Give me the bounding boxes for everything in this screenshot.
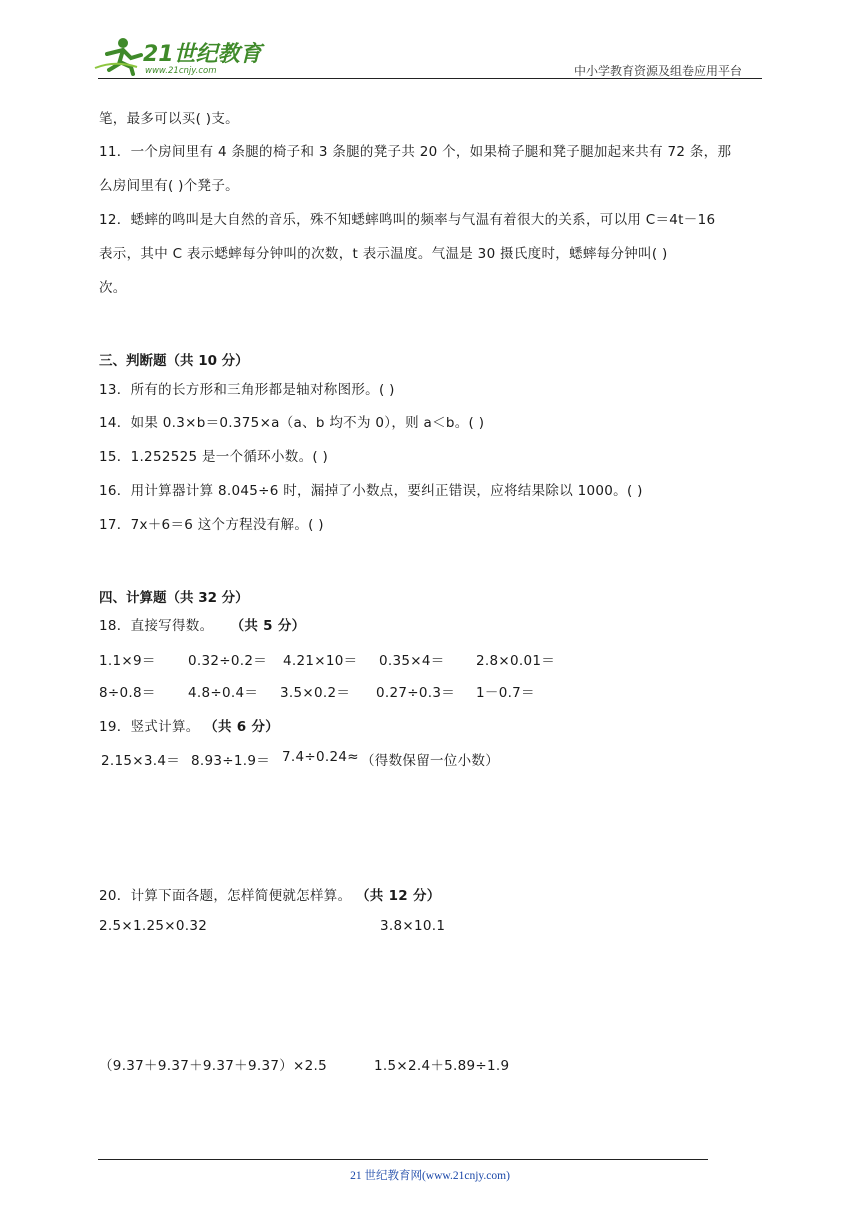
q18-row1-item3: 4.21×10＝: [283, 653, 358, 669]
q20: [99, 884, 441, 904]
q20-item4: 1.5×2.4＋5.89÷1.9: [374, 1058, 510, 1074]
q12-line3: 次。: [99, 280, 127, 296]
runner-logo-icon: [93, 34, 268, 76]
q18-row1-item2: 0.32÷0.2＝: [188, 653, 268, 669]
footer-link[interactable]: 21 世纪教育网(www.21cnjy.com): [350, 1170, 510, 1182]
q19-item4: （得数保留一位小数）: [361, 753, 499, 769]
q18-row1-item4: 0.35×4＝: [379, 653, 445, 669]
q18-row2-item5: 1－0.7＝: [476, 685, 535, 701]
q12-line2: 表示，其中 C 表示蟋蟀每分钟叫的次数，t 表示温度。气温是 30 摄氏度时，蟋蟀每分钟叫( ): [99, 246, 668, 262]
q18: [99, 614, 305, 634]
q16: 16．用计算器计算 8.045÷6 时，漏掉了小数点，要纠正错误，应将结果除以 1000。( ): [99, 483, 643, 499]
q13: 13．所有的长方形和三角形都是轴对称图形。( ): [99, 382, 395, 398]
q19: [99, 715, 279, 735]
q19-item1: 2.15×3.4＝: [101, 753, 181, 769]
q20-item2: 3.8×10.1: [380, 918, 446, 934]
q14: 14．如果 0.3×b＝0.375×a（a、b 均不为 0），则 a＜b。( ): [99, 415, 485, 431]
section3-title: 三、判断题（共 10 分）: [99, 353, 249, 369]
platform-title: 中小学教育资源及组卷应用平台: [574, 64, 743, 78]
q10-tail: 笔，最多可以买( )支。: [99, 111, 239, 127]
q19-item2: 8.93÷1.9＝: [191, 753, 271, 769]
logo-url: www.21cnjy.com: [145, 66, 217, 76]
section4-title: 四、计算题（共 32 分）: [99, 590, 249, 606]
q18-row1-item1: 1.1×9＝: [99, 653, 156, 669]
q19-label: 19．竖式计算。: [99, 719, 200, 735]
q20-item3: （9.37＋9.37＋9.37＋9.37）×2.5: [99, 1058, 328, 1074]
q17: 17．7x＋6＝6 这个方程没有解。( ): [99, 517, 324, 533]
q18-label: 18．直接写得数。: [99, 618, 214, 634]
q18-row2-item1: 8÷0.8＝: [99, 685, 156, 701]
q18-row2-item3: 3.5×0.2＝: [280, 685, 351, 701]
logo-title: 21世纪教育: [143, 42, 262, 67]
q18-points: （共 5 分）: [230, 618, 306, 634]
header-divider: [98, 78, 762, 79]
q18-row2-item2: 4.8÷0.4＝: [188, 685, 259, 701]
q20-label: 20．计算下面各题，怎样简便就怎样算。: [99, 888, 352, 904]
q18-row2-item4: 0.27÷0.3＝: [376, 685, 456, 701]
q19-item3: 7.4÷0.24≈: [282, 749, 359, 765]
q18-row1-item5: 2.8×0.01＝: [476, 653, 556, 669]
q15: 15．1.252525 是一个循环小数。( ): [99, 449, 329, 465]
q20-points: （共 12 分）: [355, 888, 441, 904]
site-logo: [93, 34, 268, 76]
q11-line2: 么房间里有( )个凳子。: [99, 178, 239, 194]
footer-divider: [98, 1159, 708, 1160]
q11-line1: 11．一个房间里有 4 条腿的椅子和 3 条腿的凳子共 20 个，如果椅子腿和凳子腿加起来共有 72 条，那: [99, 144, 732, 160]
q19-points: （共 6 分）: [204, 719, 280, 735]
q20-item1: 2.5×1.25×0.32: [99, 918, 208, 934]
q12-line1: 12．蟋蟀的鸣叫是大自然的音乐，殊不知蟋蟀鸣叫的频率与气温有着很大的关系，可以用 C＝4t－16: [99, 212, 716, 228]
